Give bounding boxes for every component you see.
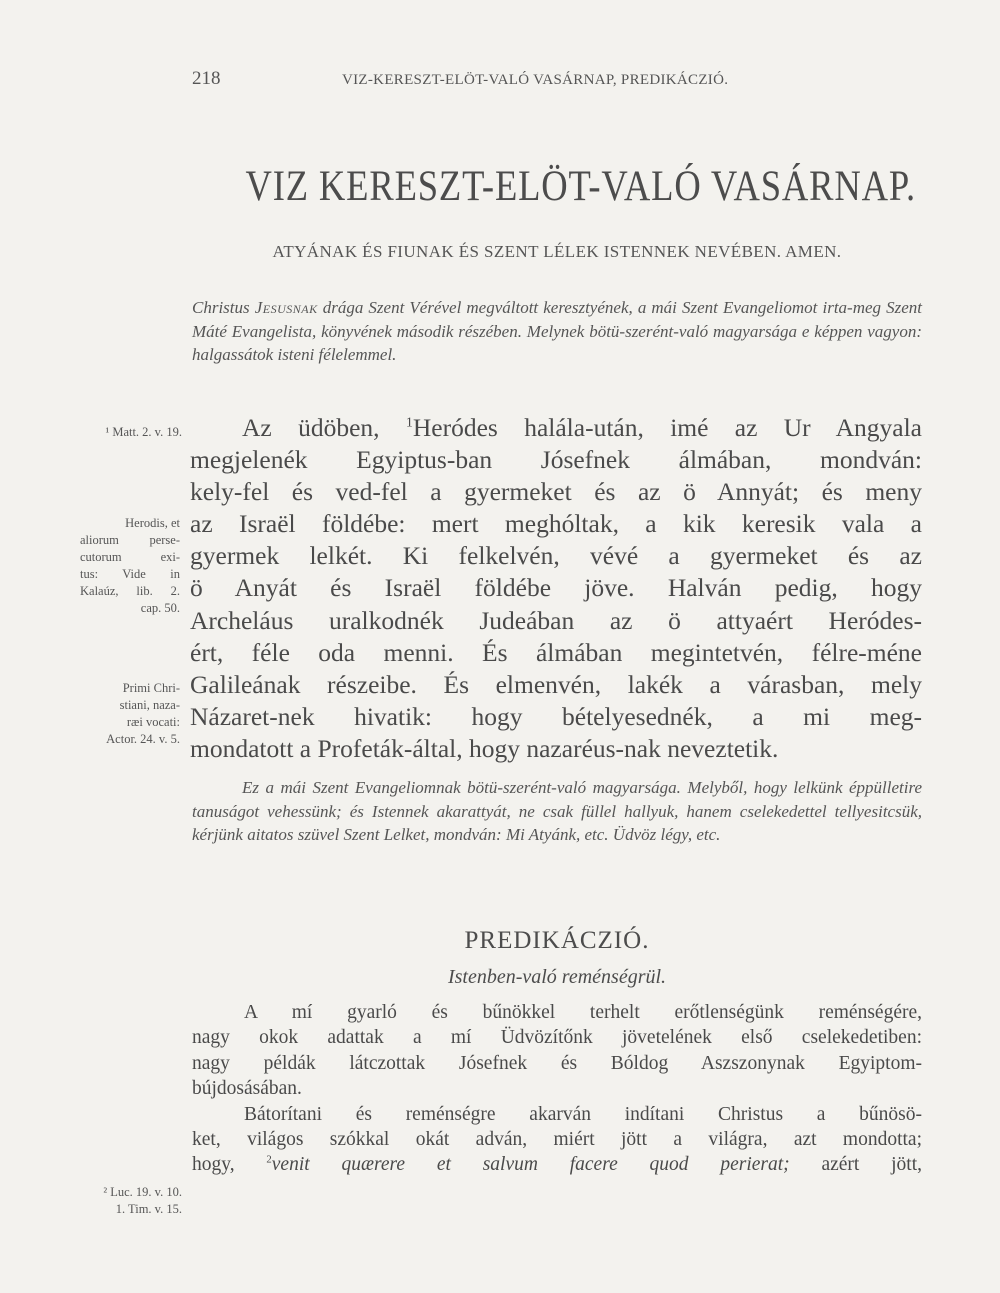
body-line: bújdosásában.	[192, 1078, 302, 1100]
body-line: ket, világos szókkal okát adván, miért jött a világra, azt mondotta;	[192, 1129, 922, 1151]
latin-quote: venit quærere et salvum facere quod perierat;	[271, 1154, 790, 1176]
margin-note-primi: Primi Chri- stiani, naza- ræi vocati: Actor. 24. v. 5.	[106, 681, 180, 746]
intro-text: Christus	[192, 298, 255, 317]
body-line: Bátorítani és reménségre akarván indítani Christus a bűnösö-	[244, 1103, 922, 1125]
gospel-text	[190, 412, 922, 765]
exhortation-paragraph: Ez a mái Szent Evangeliomnak bötü-szerént-való magyarsága. Melyből, hogy lelkünk éppülletire tanuságot vehessünk; és Istennek akarattyát, ne csak füllel hallyuk, hanem cselekedettel tellyesitcsük, kérjünk aitatos szüvel Szent Lelket, mondván: Mi Atyánk, etc. Üdvöz légy, etc.	[192, 778, 922, 844]
page-number: 218	[192, 68, 221, 89]
body-line: A mí gyarló és bűnökkel terhelt erőtlenségünk reménségére,	[244, 1002, 922, 1023]
margin-note-luc: ² Luc. 19. v. 10. 1. Tim. v. 15.	[103, 1185, 182, 1216]
gospel-line: Galileának részeibe. És elmenvén, lakék a várasban, mely	[190, 669, 922, 699]
body-line: hogy, $^2$venit quærere et salvum facere quod perierat; azért jött,	[192, 1153, 923, 1176]
margin-note-matt: ¹ Matt. 2. v. 19.	[105, 425, 182, 439]
gospel-line: Archeláus uralkodnék Judeában az ö attyaért Heródes-	[190, 605, 922, 635]
invocation: ATYÁNAK ÉS FIUNAK ÉS SZENT LÉLEK ISTENNEK NEVÉBEN. AMEN.	[272, 242, 842, 261]
gospel-line: gyermek lelkét. Ki felkelvén, vévé a gyermeket és az	[190, 541, 922, 571]
running-title: VIZ-KERESZT-ELÖT-VALÓ VASÁRNAP, PREDIKÁCZIÓ.	[342, 72, 729, 88]
intro-paragraph	[192, 296, 922, 367]
margin-note-herodis: Herodis, et aliorum perse- cutorum exi- tus: Vide in Kalaúz, lib. 2. cap. 50.	[80, 516, 180, 615]
section-title: PREDIKÁCZIÓ.	[464, 927, 650, 954]
gospel-line: ért, féle oda menni. És álmában megintetvén, félre-méne	[190, 637, 922, 667]
body-line: nagy okok adattak a mí Üdvözítőnk jövetelének első cselekedetiben:	[192, 1027, 922, 1049]
gospel-line: az Israël földébe: mert meghóltak, a kik keresik vala a	[190, 509, 922, 539]
intro-name: Jesusnak	[254, 298, 318, 317]
gospel-line: mondatott a Profeták-által, hogy nazaréus-nak neveztetik.	[190, 733, 779, 763]
section-subtitle: Istenben-való reménségrül.	[447, 966, 667, 988]
intro-text: drága Szent Vérével megváltott keresztyének, a mái Szent Evangeliomot irta-meg Szent Máté Evangelista, könyvének második részében. Melynek bötü-szerént-való magyarsága e képpen vagyon: halgassátok isteni félelemmel.	[192, 298, 922, 364]
footnote-marker: 1	[405, 415, 413, 431]
gospel-line: Názaret-nek hivatik: hogy bételyesednék, a mi meg-	[190, 701, 922, 731]
running-head	[192, 68, 922, 98]
sermon-body	[192, 1000, 922, 1178]
gospel-line: Az üdöben, $^1$Heródes halála-után, imé az Ur Angyala	[242, 413, 922, 442]
gospel-line: megjelenék Egyiptus-ban Jósefnek álmában, mondván:	[190, 445, 922, 475]
gospel-line: kely-fel és ved-fel a gyermeket és az ö Annyát; és meny	[190, 477, 922, 507]
gospel-line: ö Anyát és Israël földébe jöve. Halván pedig, hogy	[190, 573, 922, 603]
footnote-marker: 2	[266, 1153, 272, 1166]
main-title: VIZ KERESZT-ELÖT-VALÓ VASÁRNAP.	[245, 163, 916, 210]
body-line: nagy példák látczottak Jósefnek és Bóldog Aszszonynak Egyiptom-	[192, 1052, 922, 1074]
